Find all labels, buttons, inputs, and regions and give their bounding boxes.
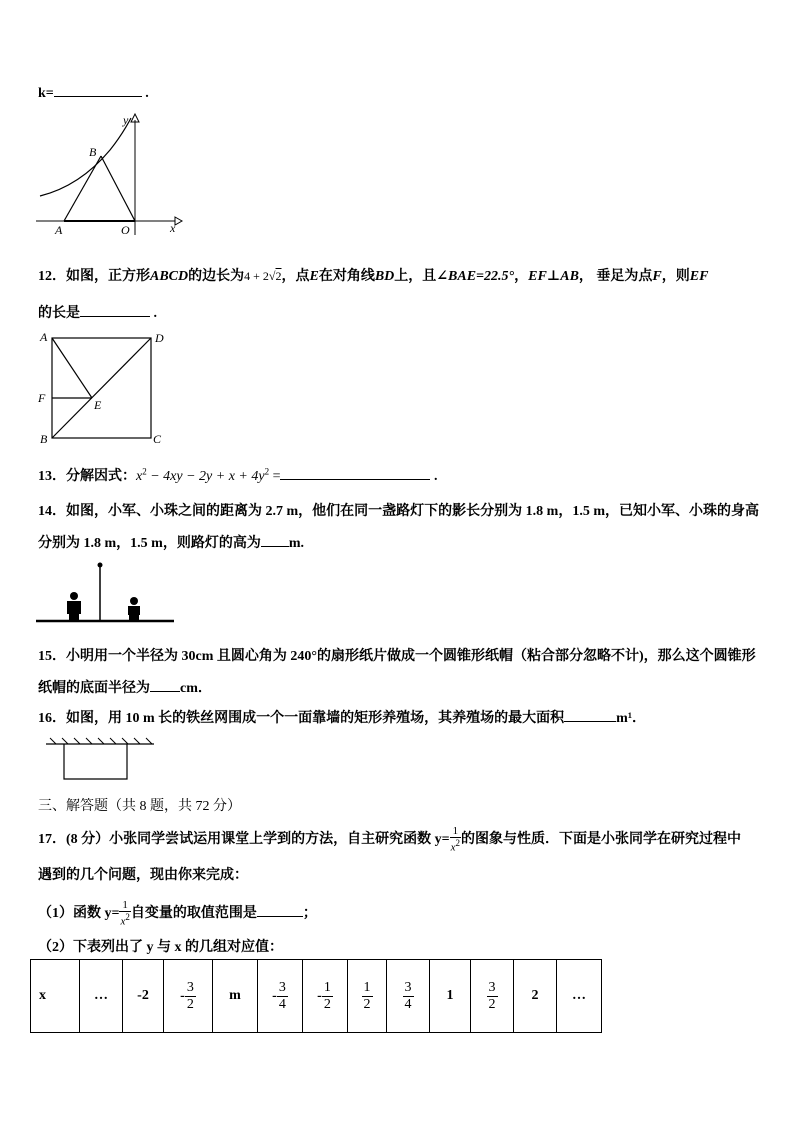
label-a-sq: A — [40, 330, 48, 344]
segment-ae — [52, 338, 92, 398]
table-cell: 2 — [514, 960, 557, 1033]
q17-text-line2: 遇到的几个问题，现由你来完成： — [38, 868, 248, 883]
answer-blank-q11[interactable] — [54, 84, 142, 97]
triangle-side-ab — [64, 156, 101, 221]
fence-rectangle — [64, 744, 127, 779]
q17-text-line1: 17．(8 分）小张同学尝试运用课堂上学到的方法，自主研究函数 y= $\frac{1}{x^2}$ 的图象与性质．下面是小张同学在研究过程中 — [38, 825, 742, 854]
q14-text-line1: 14．如图，小军、小珠之间的距离为 2.7 m，他们在同一盏路灯下的影长分别为 1.8 m，1.5 m，已知小军、小珠的身高 — [38, 504, 759, 519]
q14-text-line2: 分别为 1.8 m，1.5 m，则路灯的高为 m. — [38, 536, 304, 551]
person-xiaozhu-icon — [128, 597, 140, 621]
q16-text: 16．如图，用 10 m 长的铁丝网围成一个一面靠墙的矩形养殖场，其养殖场的最大面积 m¹． — [38, 711, 647, 726]
label-y: y — [123, 113, 129, 127]
q17-part1: （1）函数 y= $\frac{1}{x^2}$ 自变量的取值范围是 ； — [38, 899, 317, 928]
table-cell: - $\frac{3}{2}$ — [164, 960, 213, 1033]
label-c: C — [153, 432, 162, 446]
label-b: B — [89, 145, 97, 159]
answer-blank-q12[interactable] — [80, 304, 150, 317]
answer-blank-q15[interactable] — [150, 679, 180, 692]
label-x: x — [170, 221, 176, 235]
figure-q12 — [45, 333, 165, 443]
q11-answer-line — [38, 84, 149, 102]
table-cell: … — [557, 960, 602, 1033]
q17-part2: （2）下表列出了 y 与 x 的几组对应值： — [38, 940, 283, 955]
label-o: O — [121, 223, 130, 237]
answer-blank-q16[interactable] — [564, 709, 616, 722]
q11-prefix: k= — [38, 86, 54, 101]
table-cell: m — [213, 960, 258, 1033]
answer-blank-q14[interactable] — [261, 534, 289, 547]
answer-blank-q13[interactable] — [280, 467, 430, 480]
figure-q14 — [36, 560, 176, 626]
fraction-1-over-x2: $\frac{1}{x^2}$ — [450, 825, 461, 854]
q13-text: 13．分解因式：$x^2 - 4xy - 2y + x + 4y^2$ = . — [38, 466, 438, 484]
table-cell: $\frac{3}{4}$ — [387, 960, 430, 1033]
label-a: A — [55, 223, 63, 237]
wall-hatching — [50, 738, 152, 744]
xy-value-table — [30, 959, 602, 1033]
lamp-icon — [98, 563, 103, 568]
answer-blank-q17-1[interactable] — [257, 904, 303, 917]
q12-text-line2: 的长是 . — [38, 306, 157, 321]
table-cell: - $\frac{1}{2}$ — [303, 960, 348, 1033]
table-cell: … — [80, 960, 123, 1033]
table-cell: -2 — [123, 960, 164, 1033]
section-heading: 三、解答题（共 8 题，共 72 分） — [38, 799, 241, 814]
label-f: F — [38, 391, 46, 405]
fraction-1-over-x2: $\frac{1}{x^2}$ — [120, 899, 130, 928]
q11-suffix: . — [145, 86, 149, 101]
label-b-sq: B — [40, 432, 48, 446]
table-cell-x-label: x — [31, 960, 80, 1033]
figure-q11 — [30, 110, 190, 240]
table-cell: $\frac{1}{2}$ — [348, 960, 387, 1033]
label-d: D — [155, 331, 164, 345]
table-cell: $\frac{3}{2}$ — [471, 960, 514, 1033]
q12-text-line1: 12．如图，正方形ABCD的边长为4 + 2√2，点E在对角线BD上，且∠BAE=22.5°，EF⊥AB， 垂足为点F，则EF — [38, 269, 709, 284]
label-e: E — [94, 398, 102, 412]
table-cell: - $\frac{3}{4}$ — [258, 960, 303, 1033]
table-cell: 1 — [430, 960, 471, 1033]
x-axis-arrow — [175, 217, 182, 225]
figure-q16 — [44, 736, 160, 782]
diagonal-bd — [52, 338, 151, 438]
person-xiaojun-icon — [67, 592, 81, 621]
triangle-side-bo — [101, 156, 135, 221]
q15-text-line2: 纸帽的底面半径为 cm． — [38, 681, 212, 696]
table-row — [31, 960, 602, 1033]
q15-text-line1: 15．小明用一个半径为 30cm 且圆心角为 240°的扇形纸片做成一个圆锥形纸帽（粘合部分忽略不计)，那么这个圆锥形 — [38, 649, 756, 664]
